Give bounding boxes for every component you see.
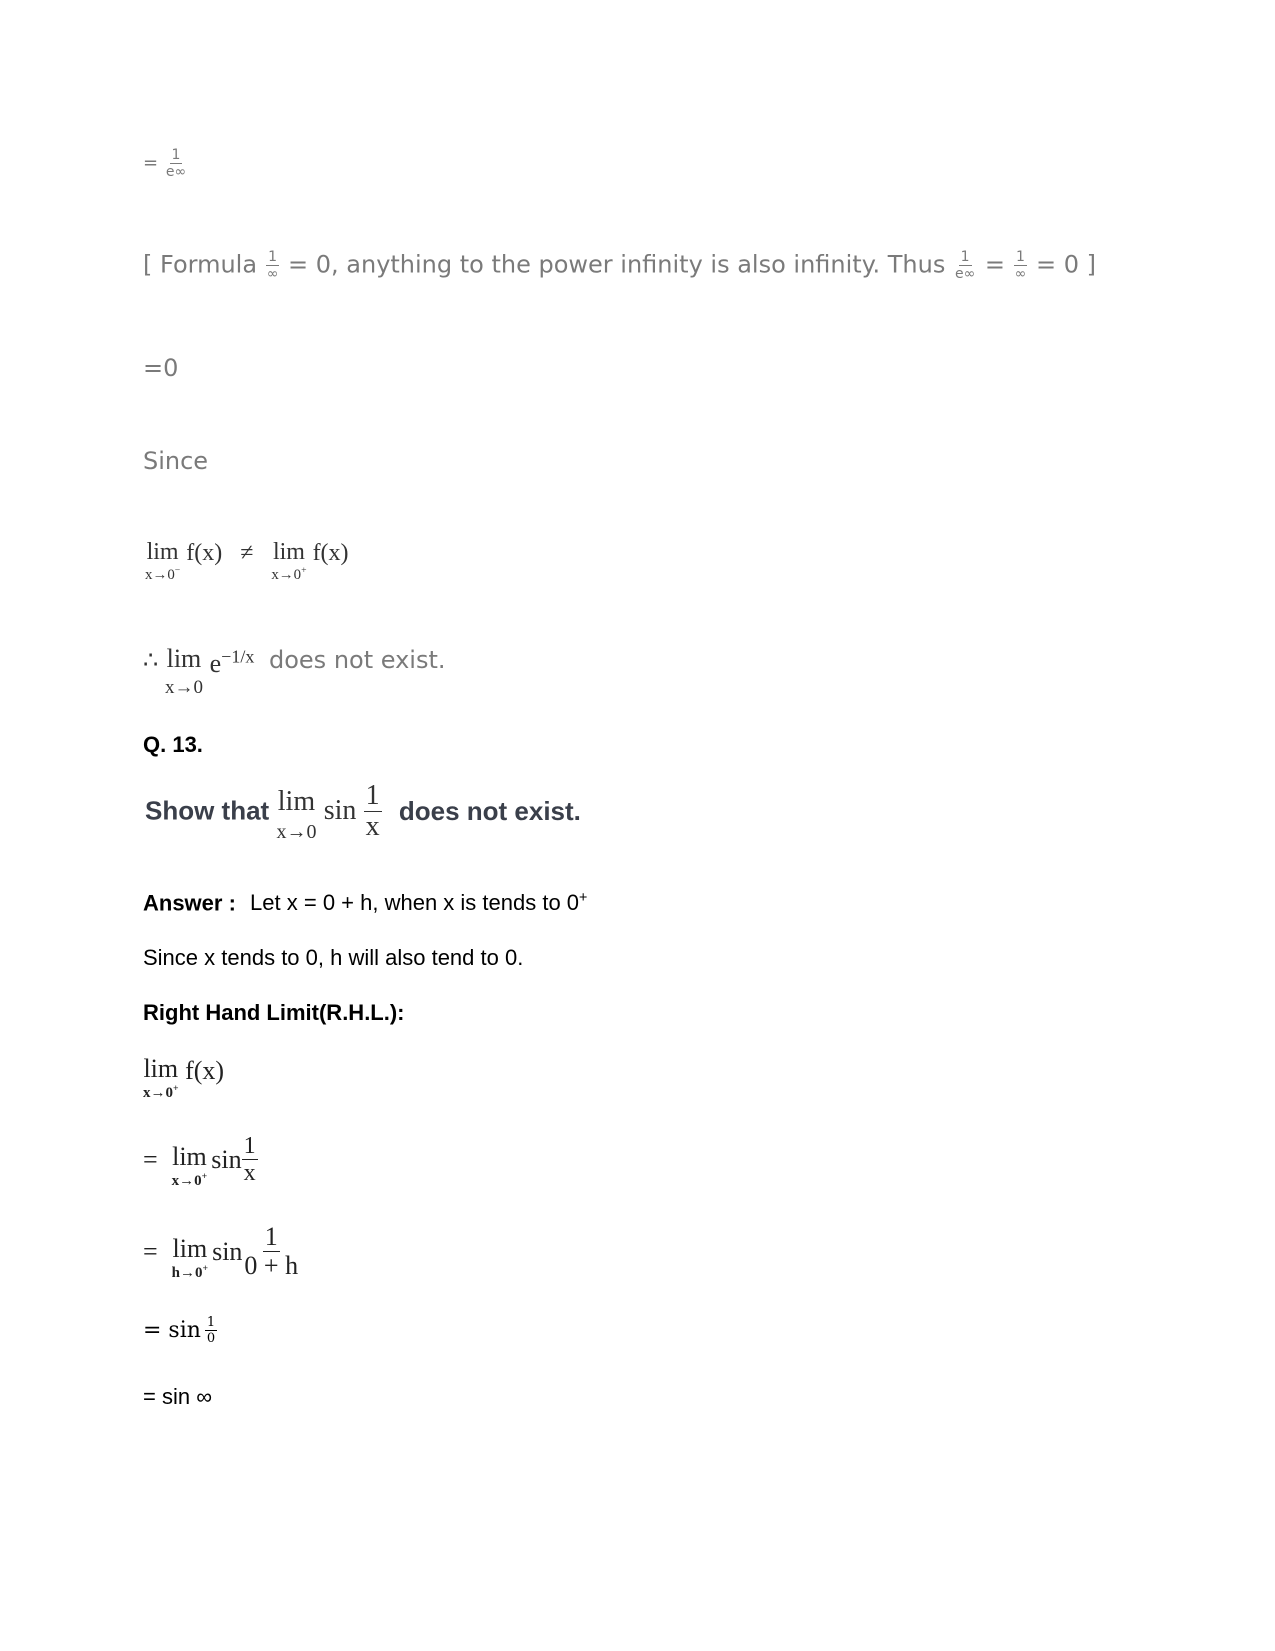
sub-text: x→0	[145, 566, 175, 583]
rhl-step-4	[143, 1316, 217, 1345]
sub-text: x→0	[143, 1085, 173, 1101]
equals-sin-text: = sin	[143, 1318, 201, 1343]
plus-sup: +	[202, 1263, 209, 1274]
lim-subscript: x→0	[276, 821, 317, 843]
denominator: e∞	[954, 266, 976, 282]
plus-sup: +	[201, 1171, 208, 1182]
limit-inequality	[145, 540, 349, 583]
right-limit	[271, 540, 306, 583]
formula-equals: =	[984, 250, 1005, 279]
lim-text: lim	[166, 644, 202, 673]
lim-text: lim	[172, 1142, 207, 1171]
left-limit	[145, 540, 180, 583]
therefore-line	[143, 646, 446, 697]
not-equal-sign: ≠	[240, 540, 254, 566]
sin-text: sin	[323, 795, 357, 826]
lim-subscript	[172, 1264, 208, 1281]
answer-text: Let x = 0 + h, when x is tends to 0	[250, 890, 580, 916]
lim-text: lim	[143, 1054, 179, 1083]
denominator: e∞	[165, 164, 187, 180]
plus-sup: +	[173, 1083, 179, 1094]
fx-text: f(x)	[185, 1056, 225, 1085]
sub-text: x→0	[271, 566, 302, 583]
numerator: 1	[264, 1222, 278, 1251]
equals-sign: =	[143, 1236, 158, 1266]
equals-one-over-e-infinity	[143, 148, 188, 179]
denominator: ∞	[266, 266, 279, 282]
denominator: 0 + h	[244, 1251, 299, 1280]
answer-line	[143, 890, 587, 916]
sin-text: sin	[212, 1236, 243, 1266]
sin-text: sin	[211, 1144, 242, 1174]
minus-sup: −	[174, 565, 181, 576]
does-not-exist-text: does not exist.	[398, 795, 581, 826]
limit	[276, 788, 316, 842]
lim-subscript	[143, 1084, 179, 1101]
show-that-text: Show that	[145, 795, 270, 826]
equals-sign: =	[143, 152, 159, 174]
fx-right: f(x)	[312, 540, 349, 566]
equals-sign: =	[143, 1144, 158, 1174]
sub-text: x→0	[171, 1173, 202, 1189]
fraction	[164, 148, 188, 179]
denominator: ∞	[1014, 266, 1027, 282]
exponential	[209, 646, 255, 678]
fraction-one-over-infinity	[265, 250, 281, 281]
formula-equals-zero: = 0	[288, 250, 332, 279]
numerator: 1	[243, 1133, 256, 1159]
numerator: 1	[171, 147, 181, 163]
formula-line	[143, 250, 1096, 281]
lim-text: lim	[277, 786, 316, 817]
rhl-step-5: = sin ∞	[143, 1384, 212, 1409]
lim-text: lim	[172, 1234, 208, 1263]
numerator: 1	[960, 249, 970, 265]
fraction-one-over-zero-plus-h	[242, 1224, 300, 1279]
numerator: 1	[1016, 249, 1025, 265]
lim-subscript	[172, 1172, 208, 1189]
does-not-exist-text: does not exist.	[269, 646, 446, 674]
limit	[172, 1144, 208, 1189]
fraction-one-over-zero	[205, 1316, 217, 1345]
equals-zero: =0	[143, 354, 179, 382]
rhl-step-2	[143, 1130, 258, 1189]
since-text: Since	[143, 447, 209, 475]
limit	[165, 646, 203, 697]
question-number: Q. 13.	[143, 732, 203, 757]
fraction-one-over-x	[364, 779, 382, 842]
question-statement	[145, 780, 581, 842]
numerator: 1	[206, 1315, 216, 1330]
denominator: x	[365, 810, 380, 842]
e-base: e	[209, 648, 222, 678]
fraction-one-over-infinity-2	[1013, 250, 1029, 281]
plus-sup: +	[579, 890, 588, 906]
formula-open: [ Formula	[143, 250, 258, 279]
lim-subscript	[145, 566, 180, 583]
lim-text: lim	[146, 539, 179, 565]
answer-label: Answer :	[143, 890, 236, 916]
limit	[172, 1236, 208, 1281]
limit	[143, 1056, 179, 1101]
therefore-symbol: ∴	[143, 648, 159, 674]
fraction-one-over-e-infinity	[953, 250, 977, 281]
denominator: x	[243, 1160, 256, 1186]
rhl-step-1	[143, 1056, 224, 1101]
denominator: 0	[206, 1331, 216, 1346]
exponent: −1/x	[221, 646, 255, 666]
numerator: 1	[268, 249, 277, 265]
lim-subscript: x→0	[164, 677, 203, 698]
plus-sup: +	[301, 565, 307, 576]
fraction-one-over-x	[242, 1134, 258, 1185]
rhl-heading: Right Hand Limit(R.H.L.):	[143, 1000, 405, 1025]
fx-left: f(x)	[186, 540, 223, 566]
formula-text: , anything to the power infinity is also infinity. Thus	[331, 250, 946, 279]
lim-text: lim	[272, 539, 305, 565]
numerator: 1	[365, 779, 380, 811]
formula-close: = 0 ]	[1035, 250, 1096, 279]
sub-text: h→0	[171, 1265, 203, 1281]
since-x-tends-text: Since x tends to 0, h will also tend to 0.	[143, 945, 524, 970]
rhl-step-3	[143, 1222, 300, 1281]
lim-subscript	[271, 566, 306, 583]
